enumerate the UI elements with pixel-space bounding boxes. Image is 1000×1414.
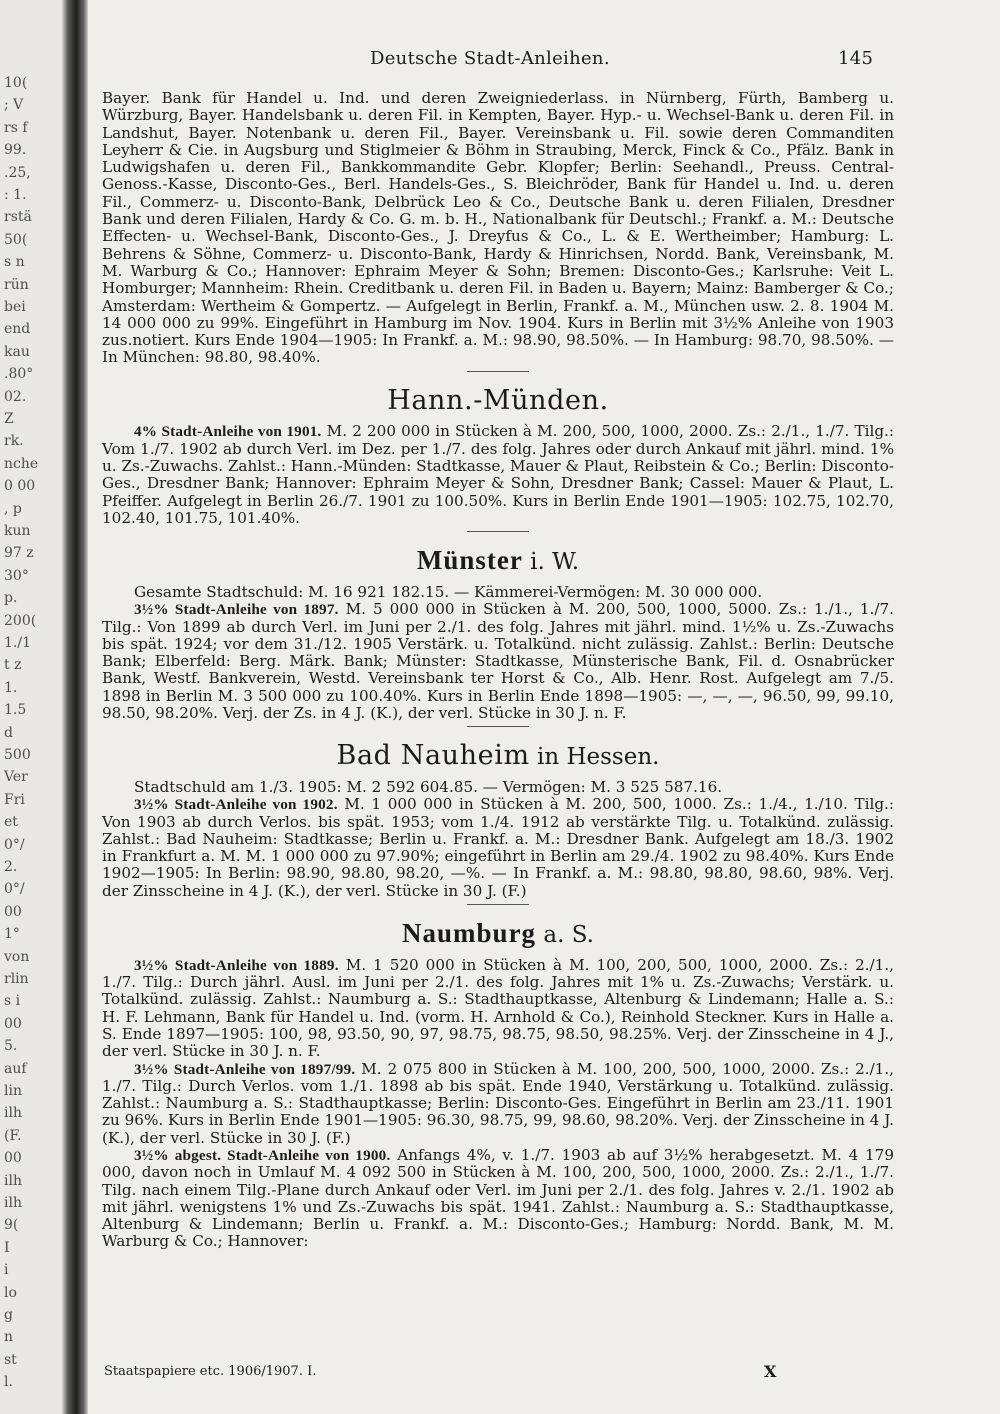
bond-entry: [102, 957, 894, 1061]
city-suffix: i. W.: [522, 549, 580, 576]
adjacent-page-fragment: 99.: [4, 142, 27, 159]
bond-details: M. 2 075 800 in Stücken à M. 100, 200, 500, 1000, 2000. Zs.: 2./1., 1./7. Tilg.: Durch Verlos. vom 1./1. 1898 ab bis spät. Ende 1940, Verstärkung u. Totalkünd. zulässig. Zahlst.: Naumburg a. S.: Stadthauptkasse; Berlin: Disconto-Ges. Eingeführt in Berlin am 23./11. 1901 zu 96%. Kurs in Berlin Ende 1901—1905: 96.30, 98.75, 99, 98.60, 98.20%. Verj. der Zinsscheine in 4 J. (K.), der verl. Stücke in 30 J. (F.): [102, 1059, 894, 1147]
page-number: 145: [838, 48, 874, 69]
adjacent-page-fragment: Z: [4, 411, 14, 427]
adjacent-page-fragments: [0, 0, 66, 1414]
adjacent-page-fragment: , p: [4, 500, 22, 517]
adjacent-page-fragment: s n: [4, 254, 25, 271]
bond-details: M. 2 200 000 in Stücken à M. 200, 500, 1000, 2000. Zs.: 2./1., 1./7. Tilg.: Vom 1./7. 1902 ab durch Verl. im Dez. per 1./7. des folg. Jahres oder durch Ankauf mit jährl. mind. 1% u. Zs.-Zuwachs. Zahlst.: Hann.-Münden: Stadtkasse, Mauer & Plaut, Reibstein & Co.; Berlin: Disconto-Ges., Dresdner Bank; Hannover: Ephraim Meyer & Sohn, Dresdner Bank; Cassel: Mauer & Plaut, L. Pfeiffer. Aufgelegt in Berlin 26./7. 1901 zu 100.50%. Kurs in Berlin Ende 1901—1905: 102.75, 102.70, 102.40, 101.75, 101.40%.: [102, 422, 894, 527]
adjacent-page-fragment: 5.: [4, 1038, 18, 1055]
city-debt-summary: Stadtschuld am 1./3. 1905: M. 2 592 604.85. — Vermögen: M. 3 525 587.16.: [134, 777, 723, 796]
adjacent-page-fragment: ilh: [4, 1172, 22, 1189]
city-name: Naumburg: [402, 918, 537, 949]
adjacent-page-fragment: ; V: [4, 97, 24, 114]
adjacent-page-fragment: .80°: [4, 366, 34, 383]
book-gutter: [62, 0, 88, 1414]
adjacent-page-fragment: rs f: [4, 119, 28, 136]
adjacent-page-fragment: 1./1: [4, 635, 31, 651]
adjacent-page-fragment: kau: [4, 343, 30, 360]
city-debt-summary: Gesamte Stadtschuld: M. 16 921 182.15. — Kämmerei-Vermögen: M. 30 000 000.: [134, 582, 763, 601]
adjacent-page-fragment: 0°/: [4, 836, 25, 853]
bond-details: M. 5 000 000 in Stücken à M. 200, 500, 1000, 5000. Zs.: 1./1., 1./7. Tilg.: Von 1899 ab durch Verl. im Juni per 2./1. des folg. Jahres mit jährl. mind. 1½% u. Zs.-Zuwachs bis spät. 1924; vor dem 31./12. 1905 Verstärk. u. Totalkünd. nicht zulässig. Zahlst.: Berlin: Deutsche Bank; Elberfeld: Berg. Märk. Bank; Münster: Stadtkasse, Münsterische Bank, Fil. d. Osnabrücker Bank, Westf. Bankverein, Westd. Vereinsbank ter Horst & Co., Alb. Henr. Rost. Aufgelegt am 7./5. 1898 in Berlin M. 3 500 000 zu 100.40%. Kurs in Berlin Ende 1898—1905: —, —, —, 96.50, 99, 99.10, 98.50, 98.20%. Verj. der Zs. in 4 J. (K.), der verl. Stücke in 30 J. n. F.: [102, 600, 894, 722]
footer: [104, 1364, 884, 1379]
bond-title: 3½% Stadt-Anleihe von 1902.: [134, 796, 338, 814]
city-suffix: in Hessen.: [529, 744, 660, 771]
adjacent-page-fragment: kun: [4, 523, 31, 539]
adjacent-page-fragment: i: [4, 1262, 9, 1279]
adjacent-page-fragment: t z: [4, 657, 22, 674]
adjacent-page-fragment: Fri: [4, 791, 25, 808]
bond-details: Anfangs 4%, v. 1./7. 1903 ab auf 3½% herabgesetzt. M. 4 179 000, davon noch in Umlauf M. 4 092 500 in Stücken à M. 100, 200, 500, 1000, 2000. Zs.: 2./1., 1./7. Tilg. nach einem Tilg.-Plane durch Ankauf oder Verl. im Juni per 2./1. des folg. Jahres v. 2./1. 1902 ab mit jährl. wenigstens 1% und Zs.-Zuwachs bis spät. 1941. Zahlst.: Naumburg a. S.: Stadthauptkasse, Altenburg & Lindemann; Berlin u. Frankf. a. M.: Disconto-Ges.; Hamburg: Nordd. Bank, M. M. Warburg & Co.; Hannover:: [102, 1146, 895, 1251]
adjacent-page-fragment: g: [4, 1307, 13, 1323]
city-heading: [102, 741, 894, 771]
city-name: Münster: [416, 545, 523, 576]
adjacent-page-fragment: 0 00: [4, 478, 36, 495]
bond-title: 3½% Stadt-Anleihe von 1897.: [134, 601, 339, 619]
adjacent-page-fragment: ilh: [4, 1195, 22, 1211]
section-divider: [467, 371, 529, 372]
adjacent-page-fragment: 50(: [4, 231, 28, 248]
adjacent-page-fragment: von: [4, 948, 30, 965]
adjacent-page-fragment: (F.: [4, 1127, 22, 1144]
city-heading: [102, 546, 894, 576]
bond-details: M. 1 520 000 in Stücken à M. 100, 200, 500, 1000, 2000. Zs.: 2./1., 1./7. Tilg.: Durch jährl. Ausl. im Juni per 2./1. des folg. Jahres mit 1% u. Zs.-Zuwachs; Verstärk. u. Totalkünd. zulässig. Zahlst.: Naumburg a. S.: Stadthauptkasse, Altenburg & Lindemann; Halle a. S.: H. F. Lehmann, Bank für Handel u. Ind. (vorm. H. Arnhold & Co.), Reinhold Steckner. Kurs in Halle a. S. Ende 1897—1905: 100, 98, 93.50, 90, 97, 98.75, 98.75, 98.50, 98.25%. Verj. der Zinsscheine in 4 J., der verl. Stücke in 30 J. n. F.: [102, 955, 894, 1061]
city-name: Hann.-Münden.: [387, 384, 609, 416]
adjacent-page-fragment: et: [4, 814, 18, 831]
adjacent-page-fragment: 500: [4, 747, 31, 763]
adjacent-page-fragment: s i: [4, 993, 21, 1010]
continuation-paragraph: Bayer. Bank für Handel u. Ind. und deren Zweigniederlass. in Nürnberg, Fürth, Bamberg u. Würzburg, Bayer. Handelsbank u. deren Fil. in Kempten, Bayer. Hyp.- u. Wechsel-Bank u. deren Fil. in Landshut, Bayer. Notenbank u. deren Fil., Bayer. Vereinsbank u. Fil. sowie deren Commanditen Leyherr & Cie. in Augsburg und Stiglmeier & Böhm in Straubing, Merck, Finck & Co., Pfälz. Bank in Ludwigshafen u. deren Fil., Bankkommandite Gebr. Klopfer; Berlin: Seehandl., Preuss. Central-Genoss.-Kasse, Disconto-Ges., Berl. Handels-Ges., S. Bleichröder, Bank für Handel u. Ind. u. deren Fil., Commerz- u. Disconto-Bank, Delbrück Leo & Co., Deutsche Bank u. deren Filialen, Dresdner Bank und deren Filialen, Hardy & Co. G. m. b. H., Nationalbank für Deutschl.; Frankf. a. M.: Deutsche Effecten- u. Wechsel-Bank, Disconto-Ges., J. Dreyfus & Co., L. & E. Wertheimber; Hamburg: L. Behrens & Söhne, Commerz- u. Disconto-Bank, Hardy & Hinrichsen, Nordd. Bank, Vereinsbank, M. M. Warburg & Co.; Hannover: Ephraim Meyer & Sohn; Bremen: Disconto-Ges.; Karlsruhe: Veit L. Homburger; Mannheim: Rhein. Creditbank u. deren Fil. in Baden u. Bayern; Mainz: Bamberger & Co.; Amsterdam: Wertheim & Gompertz. — Aufgelegt in Berlin, Frankf. a. M., München usw. 2. 8. 1904 M. 14 000 000 zu 99%. Eingeführt in Hamburg im Nov. 1904. Kurs in Berlin mit 3½% Anleihe von 1903 zus.notiert. Kurs Ende 1904—1905: In Frankf. a. M.: 98.90, 98.50%. — In Hamburg: 98.70, 98.50%. — In München: 98.80, 98.40%.: [102, 89, 894, 367]
city-suffix: a. S.: [536, 922, 594, 949]
adjacent-page-fragment: .25,: [4, 164, 31, 181]
adjacent-page-fragment: I: [4, 1239, 10, 1256]
bond-entry: [102, 601, 894, 722]
adjacent-page-fragment: rlin: [4, 971, 29, 987]
bond-entry: [102, 423, 894, 527]
adjacent-page-fragment: rstä: [4, 209, 32, 226]
adjacent-page-fragment: rk.: [4, 433, 24, 450]
adjacent-page-fragment: 00: [4, 1015, 22, 1032]
adjacent-page-fragment: bei: [4, 299, 26, 315]
bond-title: 4% Stadt-Anleihe von 1901.: [134, 423, 322, 441]
imprint-line: Staatspapiere etc. 1906/1907. I.: [104, 1364, 317, 1379]
adjacent-page-fragment: p.: [4, 590, 18, 607]
adjacent-page-fragment: l.: [4, 1374, 13, 1391]
bond-entry: [102, 796, 894, 900]
section-divider: [467, 726, 529, 727]
adjacent-page-fragment: ilh: [4, 1105, 22, 1122]
bond-entry: [102, 1147, 894, 1251]
adjacent-page-fragment: 1.: [4, 679, 18, 696]
adjacent-page-fragment: 02.: [4, 388, 27, 405]
adjacent-page-fragment: 200(: [4, 612, 37, 629]
bond-title: 3½% Stadt-Anleihe von 1889.: [134, 956, 339, 974]
city-heading: [102, 919, 894, 949]
adjacent-page-fragment: 1°: [4, 926, 20, 943]
adjacent-page-fragment: 10(: [4, 75, 28, 91]
bond-details: M. 1 000 000 in Stücken à M. 200, 500, 1000. Zs.: 1./4., 1./10. Tilg.: Von 1903 ab durch Verlos. bis spät. 1953; vom 1./4. 1912 ab verstärkte Tilg. u. Totalkünd. zulässig. Zahlst.: Bad Nauheim: Stadtkasse; Berlin u. Frankf. a. M.: Dresdner Bank. Aufgelegt am 18./3. 1902 in Frankfurt a. M. M. 1 000 000 zu 97.90%; eingeführt in Berlin am 29./4. 1902 zu 98.40%. Kurs Ende 1902—1905: In Berlin: 98.90, 98.80, 98.20, —%. — In Frankf. a. M.: 98.80, 98.80, 98.60, 98%. Verj. der Zinsscheine in 4 J. (K.), der verl. Stücke in 30 J. (F.): [102, 795, 894, 900]
adjacent-page-fragment: nche: [4, 455, 39, 472]
adjacent-page-fragment: Ver: [4, 769, 28, 786]
city-sections: [102, 386, 894, 1251]
adjacent-page-fragment: st: [4, 1351, 17, 1368]
adjacent-page-fragment: : 1.: [4, 187, 27, 203]
page-body: [102, 90, 894, 1251]
bond-title: 3½% Stadt-Anleihe von 1897/99.: [134, 1060, 356, 1078]
adjacent-page-fragment: lin: [4, 1083, 22, 1099]
adjacent-page-fragment: 97 z: [4, 545, 34, 562]
document-page: [88, 0, 1000, 1414]
adjacent-page-fragment: 0°/: [4, 881, 25, 898]
adjacent-page-fragment: auf: [4, 1060, 27, 1077]
city-heading: [102, 386, 894, 416]
section-divider: [467, 904, 529, 905]
bond-entry: [102, 1061, 894, 1147]
adjacent-page-fragment: 2.: [4, 859, 18, 875]
bond-title: 3½% abgest. Stadt-Anleihe von 1900.: [134, 1147, 391, 1164]
running-head-title: Deutsche Stadt-Anleihen.: [370, 48, 610, 69]
signature-mark: X: [764, 1362, 777, 1381]
adjacent-page-fragment: 1.5: [4, 702, 27, 719]
adjacent-page-fragment: d: [4, 724, 13, 741]
adjacent-page-fragment: end: [4, 321, 31, 338]
city-name: Bad Nauheim: [336, 740, 530, 772]
adjacent-page-fragment: lo: [4, 1284, 17, 1301]
adjacent-page-fragment: rün: [4, 276, 29, 293]
adjacent-page-fragment: n: [4, 1329, 14, 1346]
adjacent-page-fragment: 30°: [4, 567, 29, 584]
adjacent-page-fragment: 00: [4, 1150, 22, 1167]
adjacent-page-fragment: 9(: [4, 1217, 19, 1234]
adjacent-page-fragment: 00: [4, 903, 22, 920]
section-divider: [467, 531, 529, 532]
